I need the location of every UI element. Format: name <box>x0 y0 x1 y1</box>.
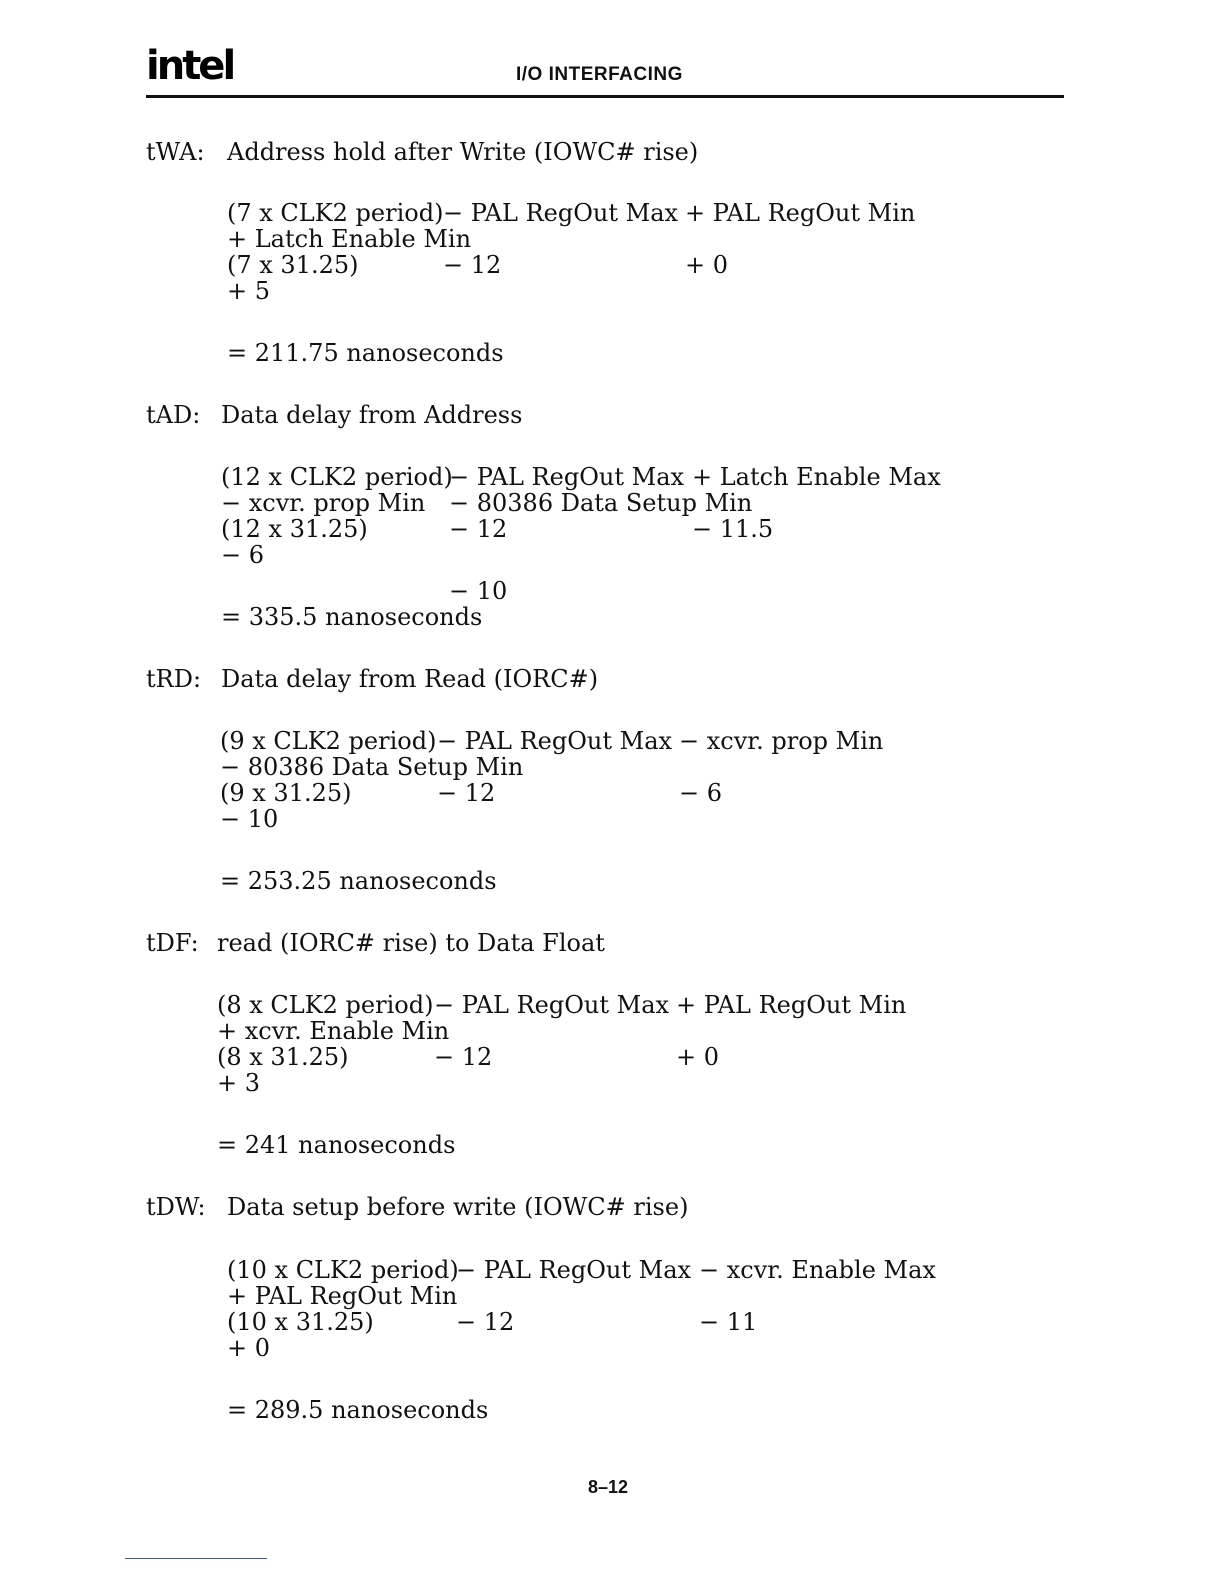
formula-value: − 12 <box>443 251 502 279</box>
section-description: Data delay from Address <box>221 401 523 429</box>
formula-term: + PAL RegOut Min <box>227 1282 458 1310</box>
section-label: tAD: <box>146 401 201 429</box>
section-label: tDF: <box>146 929 199 957</box>
formula-value: + 0 <box>685 251 729 279</box>
footer-line <box>125 1558 267 1559</box>
formula-term: + PAL RegOut Min <box>676 991 907 1019</box>
formula-value: − 12 <box>449 515 508 543</box>
formula-result: = 241 nanoseconds <box>217 1131 456 1159</box>
header-rule <box>146 95 1064 98</box>
section-description: read (IORC# rise) to Data Float <box>217 929 605 957</box>
formula-value: − 12 <box>434 1043 493 1071</box>
formula-term: + xcvr. Enable Min <box>217 1017 450 1045</box>
section-label: tWA: <box>146 138 205 166</box>
formula-result: = 253.25 nanoseconds <box>220 867 497 895</box>
formula-value: + 3 <box>217 1069 261 1097</box>
formula-term: − xcvr. prop Min <box>221 489 426 517</box>
page-number: 8–12 <box>588 1477 629 1497</box>
formula-value: (9 x 31.25) <box>220 779 352 807</box>
formula-term: − xcvr. Enable Max <box>699 1256 936 1284</box>
formula-value: − 6 <box>221 541 265 569</box>
formula-term: (10 x CLK2 period) <box>227 1256 459 1284</box>
formula-value: − 11 <box>699 1308 758 1336</box>
formula-value: (8 x 31.25) <box>217 1043 349 1071</box>
formula-term: + Latch Enable Min <box>227 225 472 253</box>
formula-term: − PAL RegOut Max <box>449 463 685 491</box>
formula-value: + 0 <box>676 1043 720 1071</box>
formula-term: − PAL RegOut Max <box>443 199 679 227</box>
section-description: Data delay from Read (IORC#) <box>221 665 599 693</box>
formula-term: (12 x CLK2 period) <box>221 463 453 491</box>
formula-value: − 6 <box>679 779 723 807</box>
page-header-title: I/O INTERFACING <box>516 64 683 85</box>
formula-value: − 10 <box>220 805 279 833</box>
section-label: tDW: <box>146 1193 206 1221</box>
formula-term: + Latch Enable Max <box>692 463 941 491</box>
formula-term: − PAL RegOut Max <box>437 727 673 755</box>
formula-value: − 12 <box>456 1308 515 1336</box>
formula-value: + 0 <box>227 1334 271 1362</box>
formula-term: − 80386 Data Setup Min <box>220 753 524 781</box>
formula-value: (10 x 31.25) <box>227 1308 374 1336</box>
formula-value: (12 x 31.25) <box>221 515 368 543</box>
formula-result: = 289.5 nanoseconds <box>227 1396 489 1424</box>
section-description: Address hold after Write (IOWC# rise) <box>227 138 699 166</box>
formula-term: − xcvr. prop Min <box>679 727 884 755</box>
formula-value: (7 x 31.25) <box>227 251 359 279</box>
formula-result: = 211.75 nanoseconds <box>227 339 504 367</box>
intel-logo: intel <box>146 43 234 89</box>
formula-term: − PAL RegOut Max <box>456 1256 692 1284</box>
formula-term: (7 x CLK2 period) <box>227 199 444 227</box>
formula-value: − 10 <box>449 577 508 605</box>
section-description: Data setup before write (IOWC# rise) <box>227 1193 689 1221</box>
formula-term: (8 x CLK2 period) <box>217 991 434 1019</box>
formula-value: − 12 <box>437 779 496 807</box>
formula-term: (9 x CLK2 period) <box>220 727 437 755</box>
formula-term: + PAL RegOut Min <box>685 199 916 227</box>
section-label: tRD: <box>146 665 202 693</box>
formula-result: = 335.5 nanoseconds <box>221 603 483 631</box>
formula-value: + 5 <box>227 277 271 305</box>
formula-value: − 11.5 <box>692 515 774 543</box>
formula-term: − PAL RegOut Max <box>434 991 670 1019</box>
formula-term: − 80386 Data Setup Min <box>449 489 753 517</box>
